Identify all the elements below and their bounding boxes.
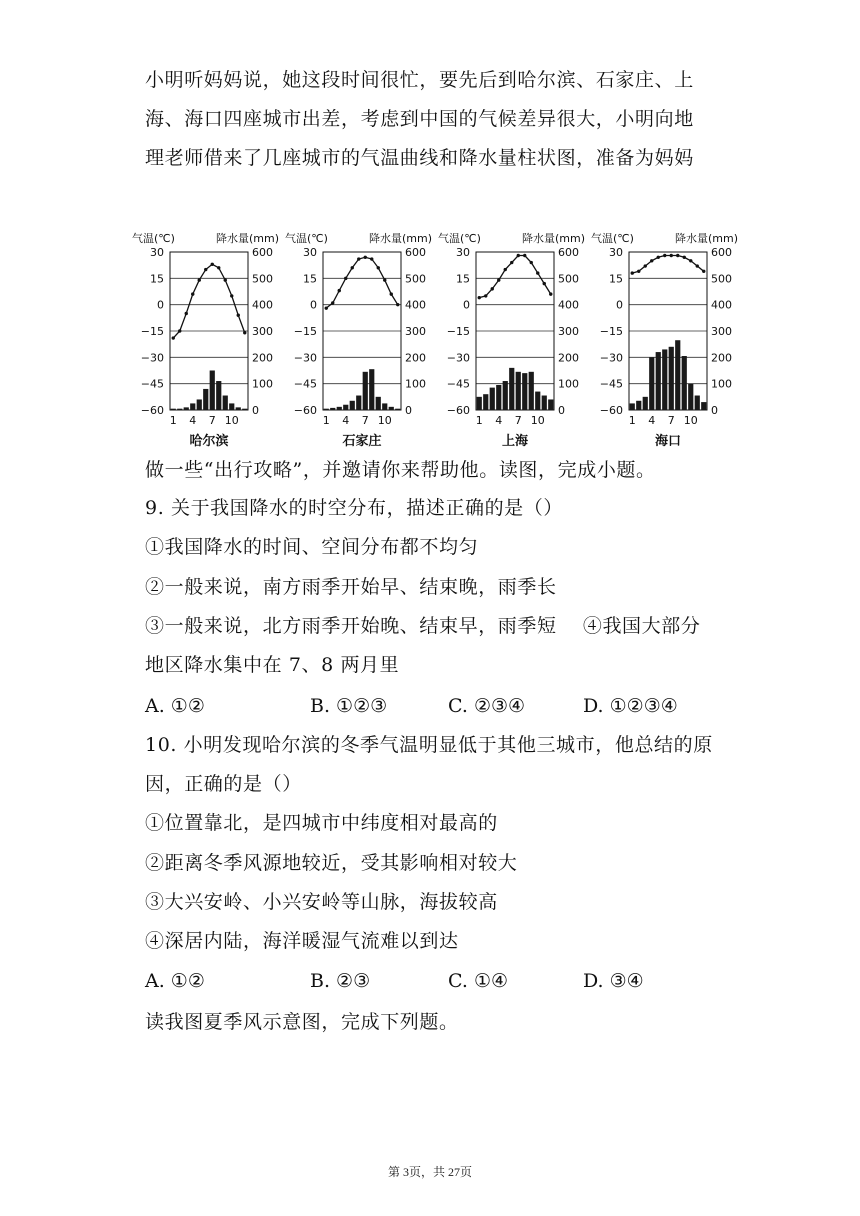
month-tick-label: 1	[475, 414, 483, 427]
precip-tick-label: 400	[252, 298, 273, 312]
precip-bar	[682, 356, 687, 410]
temp-axis-label: 气温(℃)	[285, 232, 328, 245]
temperature-line	[173, 264, 245, 338]
precip-bar	[548, 399, 553, 410]
temperature-point	[676, 254, 679, 257]
q9-item-1: ①我国降水的时间、空间分布都不均匀	[145, 536, 479, 558]
precip-bar	[389, 407, 394, 410]
intro-line-2: 海、海口四座城市出差，考虑到中国的气候差异很大，小明向地	[145, 108, 694, 130]
temperature-point	[357, 257, 360, 260]
climate-chart-haikou	[589, 222, 739, 452]
precip-bar	[324, 409, 329, 410]
q10-option-b[interactable]: B. ②③	[310, 970, 371, 992]
temperature-point	[185, 312, 188, 315]
precip-bar	[382, 403, 387, 410]
temp-tick-label: −45	[599, 377, 623, 391]
precip-bar	[630, 403, 635, 410]
precip-tick-label: 100	[252, 377, 273, 391]
temperature-point	[243, 331, 246, 334]
temp-tick-label: −60	[599, 404, 623, 417]
temperature-point	[702, 270, 705, 273]
temperature-point	[497, 278, 500, 281]
month-tick-label: 10	[683, 414, 698, 427]
temp-axis-label: 气温(℃)	[438, 232, 481, 245]
precip-bar	[701, 402, 706, 410]
precip-bar	[662, 349, 667, 410]
temperature-point	[689, 259, 692, 262]
temp-tick-label: 30	[609, 246, 623, 259]
temperature-point	[491, 287, 494, 290]
temperature-point	[637, 270, 640, 273]
temperature-point	[510, 261, 513, 264]
city-name: 哈尔滨	[189, 434, 229, 449]
precip-bar	[483, 394, 488, 410]
temperature-point	[478, 296, 481, 299]
temperature-point	[657, 256, 660, 259]
q9-option-a[interactable]: A. ①②	[145, 695, 205, 717]
temperature-point	[696, 264, 699, 267]
precip-tick-label: 500	[405, 272, 426, 286]
precip-tick-label: 400	[405, 298, 426, 312]
temperature-point	[211, 263, 214, 266]
month-tick-label: 7	[514, 414, 522, 427]
temperature-point	[650, 259, 653, 262]
temperature-point	[504, 268, 507, 271]
precip-tick-label: 200	[252, 351, 273, 365]
month-tick-label: 10	[224, 414, 239, 427]
month-tick-label: 1	[322, 414, 330, 427]
precip-tick-label: 600	[558, 246, 579, 259]
temp-tick-label: −45	[446, 377, 470, 391]
precip-tick-label: 100	[405, 377, 426, 391]
temperature-point	[204, 268, 207, 271]
intro-line-3: 理老师借来了几座城市的气温曲线和降水量柱状图，准备为妈妈	[145, 147, 694, 169]
temperature-point	[325, 306, 328, 309]
q9-stem: 9. 关于我国降水的时空分布，描述正确的是（）	[145, 497, 563, 519]
chart-svg	[283, 222, 433, 452]
precip-tick-label: 200	[711, 351, 732, 365]
climate-chart-harbin	[130, 222, 280, 452]
q9-option-b[interactable]: B. ①②③	[310, 695, 388, 717]
temp-tick-label: −15	[293, 325, 317, 338]
q9-item-3: ③一般来说，北方雨季开始晚、结束早，雨季短 ④我国大部分	[145, 615, 701, 637]
precip-bar	[363, 372, 368, 410]
precip-tick-label: 200	[558, 351, 579, 365]
precip-tick-label: 500	[558, 272, 579, 286]
month-tick-label: 10	[377, 414, 392, 427]
precip-bar	[216, 381, 221, 410]
precip-bar	[490, 388, 495, 410]
q10-item-1: ①位置靠北，是四城市中纬度相对最高的	[145, 812, 498, 834]
temp-tick-label: −15	[446, 325, 470, 338]
temperature-point	[484, 294, 487, 297]
precip-tick-label: 500	[252, 272, 273, 286]
precip-bar	[210, 371, 215, 411]
intro-line-4: 做一些“出行攻略”，并邀请你来帮助他。读图，完成小题。	[145, 459, 656, 481]
precip-tick-label: 100	[558, 377, 579, 391]
temp-tick-label: 0	[463, 298, 470, 312]
precip-bar	[350, 401, 355, 410]
precip-tick-label: 400	[711, 298, 732, 312]
temperature-point	[178, 329, 181, 332]
precip-bar	[535, 392, 540, 410]
climate-chart-shijiazhuang	[283, 222, 433, 452]
temperature-point	[364, 256, 367, 259]
q9-item-4: 地区降水集中在 7、8 两月里	[145, 654, 400, 676]
temp-tick-label: 30	[303, 246, 317, 259]
precip-bar	[669, 347, 674, 410]
precip-bar	[477, 397, 482, 410]
precip-bar	[330, 408, 335, 410]
temperature-point	[224, 278, 227, 281]
precip-tick-label: 0	[711, 404, 718, 417]
precip-tick-label: 600	[711, 246, 732, 259]
temperature-point	[237, 314, 240, 317]
precip-bar	[197, 399, 202, 410]
precip-bar	[376, 397, 381, 410]
precip-bar	[509, 368, 514, 410]
temperature-point	[172, 336, 175, 339]
temp-tick-label: −30	[599, 351, 623, 365]
precip-bar	[184, 407, 189, 410]
precip-tick-label: 200	[405, 351, 426, 365]
month-tick-label: 1	[628, 414, 636, 427]
temperature-point	[331, 301, 334, 304]
temp-tick-label: 15	[456, 272, 470, 286]
temp-axis-label: 气温(℃)	[132, 232, 175, 245]
temp-tick-label: 0	[157, 298, 164, 312]
temp-tick-label: −45	[293, 377, 317, 391]
precip-tick-label: 600	[252, 246, 273, 259]
precip-tick-label: 500	[711, 272, 732, 286]
q10-item-4: ④深居内陆，海洋暖湿气流难以到达	[145, 930, 459, 952]
temperature-point	[198, 278, 201, 281]
climate-chart-shanghai	[436, 222, 586, 452]
city-name: 海口	[654, 434, 682, 449]
temperature-point	[383, 278, 386, 281]
temperature-point	[370, 257, 373, 260]
precip-bar	[503, 381, 508, 410]
precip-tick-label: 300	[558, 325, 579, 338]
chart-svg	[436, 222, 586, 452]
temp-tick-label: 15	[609, 272, 623, 286]
q10-option-c[interactable]: C. ①④	[448, 970, 509, 992]
temperature-point	[631, 271, 634, 274]
precip-bar	[223, 396, 228, 410]
precip-tick-label: 0	[252, 404, 259, 417]
precip-bar	[496, 385, 501, 410]
temperature-point	[523, 254, 526, 257]
temperature-point	[338, 289, 341, 292]
precip-bar	[356, 396, 361, 410]
temp-tick-label: −30	[140, 351, 164, 365]
month-tick-label: 7	[667, 414, 675, 427]
temp-tick-label: 30	[456, 246, 470, 259]
precip-tick-label: 400	[558, 298, 579, 312]
chart-svg	[589, 222, 739, 452]
month-tick-label: 4	[495, 414, 503, 427]
temperature-point	[377, 266, 380, 269]
temperature-point	[230, 294, 233, 297]
intro-line-1: 小明听妈妈说，她这段时间很忙，要先后到哈尔滨、石家庄、上	[145, 69, 694, 91]
temp-tick-label: −15	[599, 325, 623, 338]
precip-bar	[229, 403, 234, 410]
precip-bar	[171, 409, 176, 410]
temperature-point	[644, 264, 647, 267]
temperature-point	[351, 266, 354, 269]
precip-bar	[190, 403, 195, 410]
climate-charts	[130, 222, 750, 452]
temperature-point	[217, 266, 220, 269]
q10-option-d[interactable]: D. ③④	[583, 970, 644, 992]
precip-tick-label: 300	[711, 325, 732, 338]
month-tick-label: 7	[208, 414, 216, 427]
temperature-point	[683, 256, 686, 259]
month-tick-label: 10	[530, 414, 545, 427]
temperature-point	[517, 254, 520, 257]
precip-bar	[656, 352, 661, 410]
precip-bar	[203, 389, 208, 410]
precip-tick-label: 100	[711, 377, 732, 391]
precip-axis-label: 降水量(mm)	[215, 232, 279, 245]
temp-tick-label: −60	[293, 404, 317, 417]
precip-bar	[177, 409, 182, 410]
temp-tick-label: −60	[140, 404, 164, 417]
precip-bar	[649, 357, 654, 410]
temp-tick-label: −45	[140, 377, 164, 391]
precip-bar	[636, 401, 641, 410]
city-name: 上海	[501, 434, 529, 449]
q9-item-2: ②一般来说，南方雨季开始早、结束晚，雨季长	[145, 576, 557, 598]
precip-bar	[542, 396, 547, 410]
temperature-point	[191, 292, 194, 295]
q10-option-a[interactable]: A. ①②	[145, 970, 205, 992]
precip-bar	[522, 373, 527, 410]
precip-tick-label: 300	[405, 325, 426, 338]
temp-tick-label: −30	[293, 351, 317, 365]
temperature-line	[479, 256, 551, 298]
precip-axis-label: 降水量(mm)	[521, 232, 585, 245]
precip-tick-label: 0	[558, 404, 565, 417]
temperature-line	[326, 257, 398, 308]
temp-axis-label: 气温(℃)	[591, 232, 634, 245]
temperature-point	[536, 271, 539, 274]
temp-tick-label: −15	[140, 325, 164, 338]
temperature-point	[390, 292, 393, 295]
precip-tick-label: 0	[405, 404, 412, 417]
temp-tick-label: 0	[310, 298, 317, 312]
precip-bar	[643, 397, 648, 410]
q10-item-3: ③大兴安岭、小兴安岭等山脉，海拔较高	[145, 891, 498, 913]
chart-svg	[130, 222, 280, 452]
precip-bar	[236, 407, 241, 410]
precip-bar	[343, 405, 348, 410]
q9-option-c[interactable]: C. ②③④	[448, 695, 526, 717]
q10-options	[145, 969, 745, 993]
temperature-point	[549, 292, 552, 295]
temp-tick-label: −60	[446, 404, 470, 417]
month-tick-label: 4	[342, 414, 350, 427]
month-tick-label: 1	[169, 414, 177, 427]
temp-tick-label: −30	[446, 351, 470, 365]
precip-bar	[242, 409, 247, 410]
temperature-point	[670, 254, 673, 257]
precip-tick-label: 300	[252, 325, 273, 338]
page-footer: 第 3页，共 27页	[387, 1165, 472, 1179]
temperature-point	[543, 282, 546, 285]
month-tick-label: 4	[648, 414, 656, 427]
temp-tick-label: 30	[150, 246, 164, 259]
q10-stem-line-2: 因，正确的是（）	[145, 773, 302, 795]
temperature-point	[530, 261, 533, 264]
q9-options	[145, 694, 745, 718]
precip-tick-label: 600	[405, 246, 426, 259]
precip-bar	[675, 340, 680, 410]
q9-option-d[interactable]: D. ①②③④	[583, 695, 678, 717]
precip-axis-label: 降水量(mm)	[368, 232, 432, 245]
next-section-intro: 读我图夏季风示意图，完成下列题。	[145, 1011, 459, 1033]
temperature-line	[632, 256, 704, 274]
temperature-point	[663, 254, 666, 257]
temperature-point	[396, 303, 399, 306]
precip-bar	[337, 407, 342, 410]
precip-bar	[695, 396, 700, 410]
temperature-point	[344, 277, 347, 280]
precip-bar	[369, 369, 374, 410]
city-name: 石家庄	[342, 434, 382, 449]
temp-tick-label: 15	[150, 272, 164, 286]
temp-tick-label: 15	[303, 272, 317, 286]
q10-item-2: ②距离冬季风源地较近，受其影响相对较大	[145, 852, 518, 874]
precip-axis-label: 降水量(mm)	[674, 232, 738, 245]
month-tick-label: 7	[361, 414, 369, 427]
precip-bar	[516, 372, 521, 410]
precip-bar	[529, 372, 534, 410]
q10-stem-line-1: 10. 小明发现哈尔滨的冬季气温明显低于其他三城市，他总结的原	[145, 734, 713, 756]
precip-bar	[688, 384, 693, 410]
precip-bar	[395, 409, 400, 410]
temp-tick-label: 0	[616, 298, 623, 312]
month-tick-label: 4	[189, 414, 197, 427]
